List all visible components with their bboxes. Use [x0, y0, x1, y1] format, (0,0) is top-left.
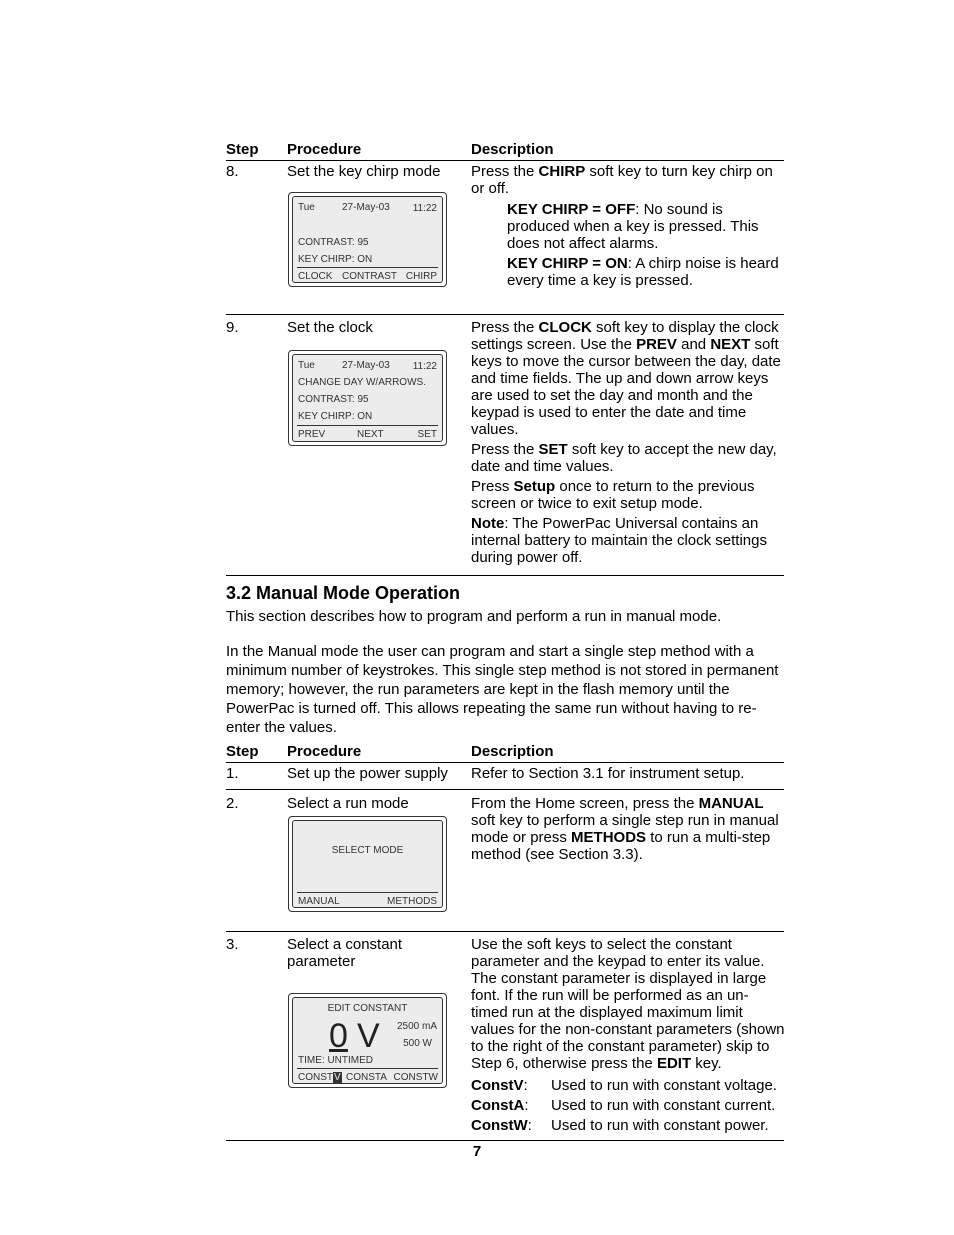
- softkey-constw[interactable]: CONSTW: [393, 1072, 438, 1083]
- table-header-rule: [226, 762, 784, 763]
- softkey-set[interactable]: SET: [417, 429, 437, 440]
- step-description: Press the CHIRP soft key to turn key chirp on or off. KEY CHIRP = OFF: No sound is produced when a key is pressed. This does not affect alarms. KEY CHIRP = ON: A chirp noise is heard every time a key is pressed.: [471, 163, 779, 289]
- lcd-day: Tue: [298, 360, 315, 371]
- procedure-text: Select a constant parameter: [287, 936, 403, 970]
- procedure-text: Set the key chirp mode: [287, 163, 441, 180]
- softkey-constv[interactable]: CONSTV: [298, 1072, 341, 1083]
- lcd-cursor: V: [334, 1072, 341, 1083]
- lcd-divider: [297, 1068, 438, 1069]
- lcd-limit-power: 500 W: [403, 1038, 432, 1049]
- col-header-step: Step: [226, 743, 259, 760]
- section-intro: This section describes how to program and perform a run in manual mode.: [226, 608, 722, 625]
- consta-term: ConstA:: [471, 1097, 529, 1114]
- softkey-contrast[interactable]: CONTRAST: [342, 271, 397, 282]
- col-header-procedure: Procedure: [287, 743, 362, 760]
- col-header-description: Description: [471, 141, 554, 158]
- constv-definition: Used to run with constant voltage.: [551, 1077, 777, 1094]
- softkey-manual[interactable]: MANUAL: [298, 896, 340, 907]
- lcd-title: EDIT CONSTANT: [327, 1003, 408, 1014]
- lcd-screen-select-mode: [288, 816, 447, 912]
- table-bottom-rule: [226, 575, 784, 576]
- step-number: 9.: [226, 319, 239, 336]
- lcd-day: Tue: [298, 202, 315, 213]
- lcd-screen-clock: [288, 350, 447, 446]
- softkey-chirp[interactable]: CHIRP: [405, 271, 437, 282]
- softkey-clock[interactable]: CLOCK: [298, 271, 333, 282]
- lcd-instruction: CHANGE DAY W/ARROWS.: [298, 377, 426, 388]
- step-number: 2.: [226, 795, 239, 812]
- step-description: Press the CLOCK soft key to display the clock settings screen. Use the PREV and NEXT soft keys to move the cursor between the day, date and time fields. The up and down arrow keys are used to set the day and month and the keypad is used to enter the date and time values. Press the SET soft key to accept the new day, date and time values. Press Setup once to return to the previous screen or twice to exit setup mode. Note: The PowerPac Universal contains an internal battery to maintain the clock settings during power off.: [471, 319, 781, 566]
- lcd-time-mode: TIME: UNTIMED: [298, 1055, 373, 1066]
- lcd-time: 11:22: [412, 361, 437, 372]
- step-description: Use the soft keys to select the constant parameter and the keypad to enter its value. The constant parameter is displayed in large font. If the run will be performed as an un-timed run at the displayed maximum limit values for the non-constant parameters (shown to the right of the constant parameter) skip to Step 6, otherwise press the EDIT key.: [471, 936, 785, 1072]
- lcd-limit-current: 2500 mA: [396, 1021, 437, 1032]
- procedure-text: Set up the power supply: [287, 765, 448, 782]
- lcd-divider: [297, 425, 438, 426]
- constw-definition: Used to run with constant power.: [551, 1117, 769, 1134]
- lcd-key-chirp: KEY CHIRP: ON: [298, 411, 373, 422]
- lcd-divider: [297, 267, 438, 268]
- step-number: 8.: [226, 163, 239, 180]
- table-header-rule: [226, 160, 784, 161]
- table-bottom-rule: [226, 1140, 784, 1141]
- softkey-methods[interactable]: METHODS: [387, 896, 437, 907]
- col-header-procedure: Procedure: [287, 141, 362, 158]
- lcd-divider: [297, 892, 438, 893]
- consta-definition: Used to run with constant current.: [551, 1097, 776, 1114]
- lcd-date: 27-May-03: [342, 202, 390, 213]
- procedure-text: Set the clock: [287, 319, 373, 336]
- lcd-screen-edit-constant: [288, 993, 447, 1088]
- lcd-constant-unit: V: [357, 1017, 380, 1055]
- step-number: 1.: [226, 765, 239, 782]
- lcd-title: SELECT MODE: [331, 845, 404, 856]
- step-number: 3.: [226, 936, 239, 953]
- row-divider: [226, 789, 784, 790]
- step-description: From the Home screen, press the MANUAL soft key to perform a single step run in manual mode or press METHODS to run a multi-step method (see Section 3.3).: [471, 795, 779, 863]
- lcd-contrast: CONTRAST: 95: [298, 394, 369, 405]
- procedure-text: Select a run mode: [287, 795, 409, 812]
- row-divider: [226, 931, 784, 932]
- lcd-constant-value: 0: [329, 1017, 348, 1055]
- constv-term: ConstV:: [471, 1077, 528, 1094]
- softkey-consta[interactable]: CONSTA: [346, 1072, 387, 1083]
- lcd-contrast: CONTRAST: 95: [298, 237, 369, 248]
- page-number: 7: [472, 1143, 482, 1160]
- col-header-step: Step: [226, 141, 259, 158]
- softkey-prev[interactable]: PREV: [298, 429, 326, 440]
- lcd-date: 27-May-03: [342, 360, 390, 371]
- row-divider: [226, 314, 784, 315]
- step-description: Refer to Section 3.1 for instrument setup.: [471, 765, 745, 782]
- section-heading: 3.2 Manual Mode Operation: [226, 583, 461, 603]
- lcd-key-chirp: KEY CHIRP: ON: [298, 254, 373, 265]
- softkey-next[interactable]: NEXT: [357, 429, 384, 440]
- constw-term: ConstW:: [471, 1117, 532, 1134]
- section-paragraph: In the Manual mode the user can program and start a single step method with a minimum number of keystrokes. This single step method is not stored in permanent memory; however, the run parameters are kept in the flash memory until the PowerPac is turned off. This allows repeating the same run without having to re-enter the values.: [226, 643, 779, 736]
- lcd-time: 11:22: [412, 203, 437, 214]
- col-header-description: Description: [471, 743, 554, 760]
- lcd-screen-chirp: [288, 192, 447, 287]
